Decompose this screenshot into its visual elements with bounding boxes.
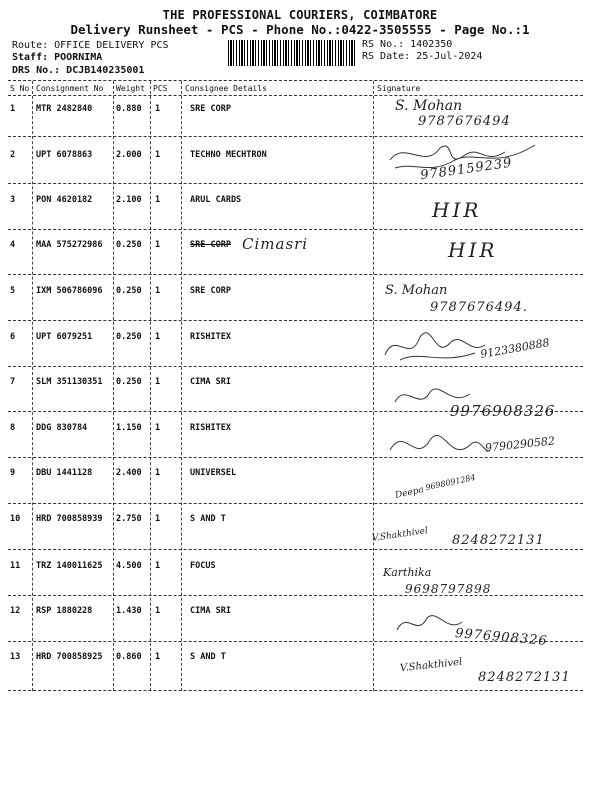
cell-weight: 0.250 bbox=[116, 377, 142, 387]
signature-phone: 9790290582 bbox=[484, 434, 556, 455]
col-divider bbox=[373, 81, 374, 691]
cell-sno: 13 bbox=[10, 652, 21, 662]
cell-consignment: DBU 1441128 bbox=[36, 468, 93, 478]
cell-consignee: RISHITEX bbox=[190, 332, 231, 342]
header-bottom-rule bbox=[8, 95, 583, 96]
signature-name: S. Mohan bbox=[385, 283, 448, 298]
signature-phone: 8248272131 bbox=[478, 670, 571, 685]
cell-consignment: HRD 700858925 bbox=[36, 652, 103, 662]
cell-consignment: PON 4620182 bbox=[36, 195, 93, 205]
barcode bbox=[228, 40, 356, 66]
cell-sno: 12 bbox=[10, 606, 21, 616]
cell-consignee: RISHITEX bbox=[190, 423, 231, 433]
row-divider bbox=[8, 595, 583, 596]
cell-consignee: S AND T bbox=[190, 514, 226, 524]
cell-pcs: 1 bbox=[155, 606, 161, 616]
cell-consignee: SRE CORP bbox=[190, 104, 231, 114]
cell-weight: 2.750 bbox=[116, 514, 142, 524]
signature-name: Deepa bbox=[394, 485, 425, 501]
cell-weight: 0.860 bbox=[116, 652, 142, 662]
cell-sno: 1 bbox=[10, 104, 16, 114]
cell-consignment: MTR 2482840 bbox=[36, 104, 93, 114]
cell-consignment: UPT 6079251 bbox=[36, 332, 93, 342]
signature-phone: 9698091284 bbox=[424, 472, 477, 493]
cell-pcs: 1 bbox=[155, 240, 161, 250]
signature-name: Karthika bbox=[383, 566, 432, 579]
signature-phone: 9787676494. bbox=[430, 300, 528, 315]
signature-scribble bbox=[385, 425, 495, 470]
signature-phone: 9698797898 bbox=[405, 582, 492, 596]
cell-sno: 5 bbox=[10, 286, 16, 296]
signature-phone: 9976908326 bbox=[454, 625, 549, 650]
cell-sno: 11 bbox=[10, 561, 21, 571]
cell-sno: 7 bbox=[10, 377, 16, 387]
cell-consignment: TRZ 140011625 bbox=[36, 561, 103, 571]
cell-consignee: SRE CORP bbox=[190, 240, 231, 250]
cell-weight: 0.250 bbox=[116, 286, 142, 296]
cell-consignment: RSP 1880228 bbox=[36, 606, 93, 616]
cell-pcs: 1 bbox=[155, 423, 161, 433]
col-divider bbox=[181, 81, 182, 691]
cell-consignee: UNIVERSEL bbox=[190, 468, 237, 478]
cell-pcs: 1 bbox=[155, 652, 161, 662]
col-header-consignee: Consignee Details bbox=[185, 84, 267, 93]
col-divider bbox=[113, 81, 114, 691]
row-divider bbox=[8, 503, 583, 504]
row-divider bbox=[8, 229, 583, 230]
signature-name: S. Mohan bbox=[395, 98, 463, 114]
cell-weight: 0.880 bbox=[116, 104, 142, 114]
cell-consignee: SRE CORP bbox=[190, 286, 231, 296]
row-divider bbox=[8, 549, 583, 550]
route-label: Route: OFFICE DELIVERY PCS bbox=[12, 40, 169, 51]
cell-sno: 3 bbox=[10, 195, 16, 205]
signature-phone: 9123380888 bbox=[479, 336, 551, 361]
cell-pcs: 1 bbox=[155, 286, 161, 296]
col-header-weight: Weight bbox=[116, 84, 145, 93]
cell-pcs: 1 bbox=[155, 514, 161, 524]
cell-consignment: IXM 506786096 bbox=[36, 286, 103, 296]
signature-phone: 9787676494 bbox=[418, 114, 511, 129]
cell-consignment: HRD 700858939 bbox=[36, 514, 103, 524]
col-header-pcs: PCS bbox=[153, 84, 168, 93]
cell-sno: 2 bbox=[10, 150, 16, 160]
cell-consignment: DDG 830784 bbox=[36, 423, 88, 433]
row-divider bbox=[8, 457, 583, 458]
staff-label: Staff: POORNIMA bbox=[12, 52, 103, 63]
cell-sno: 9 bbox=[10, 468, 16, 478]
company-title: THE PROFESSIONAL COURIERS, COIMBATORE bbox=[162, 8, 438, 22]
handwritten-note: Cimasri bbox=[242, 235, 309, 253]
signature-initials: HIR bbox=[448, 238, 498, 262]
cell-weight: 0.250 bbox=[116, 332, 142, 342]
cell-consignment: UPT 6078863 bbox=[36, 150, 93, 160]
cell-sno: 4 bbox=[10, 240, 16, 250]
cell-sno: 6 bbox=[10, 332, 16, 342]
col-divider bbox=[150, 81, 151, 691]
cell-pcs: 1 bbox=[155, 195, 161, 205]
row-divider bbox=[8, 320, 583, 321]
runsheet-subtitle: Delivery Runsheet - PCS - Phone No.:0422-3505555 - Page No.:1 bbox=[70, 22, 530, 37]
cell-consignee: FOCUS bbox=[190, 561, 216, 571]
table-bottom-rule bbox=[8, 690, 583, 691]
signature-phone: 8248272131 bbox=[452, 533, 545, 548]
signature-name: V.Shakthivel bbox=[371, 526, 429, 544]
col-divider bbox=[32, 81, 33, 691]
col-header-consignment: Consignment No bbox=[36, 84, 104, 93]
row-divider bbox=[8, 274, 583, 275]
cell-weight: 4.500 bbox=[116, 561, 142, 571]
cell-consignee: TECHNO MECHTRON bbox=[190, 150, 267, 160]
cell-sno: 8 bbox=[10, 423, 16, 433]
cell-pcs: 1 bbox=[155, 104, 161, 114]
cell-weight: 2.400 bbox=[116, 468, 142, 478]
rs-number: RS No.: 1402350 bbox=[362, 39, 453, 50]
col-header-sno: S No bbox=[10, 84, 30, 93]
cell-pcs: 1 bbox=[155, 561, 161, 571]
cell-pcs: 1 bbox=[155, 468, 161, 478]
cell-consignee: CIMA SRI bbox=[190, 377, 231, 387]
cell-consignee: S AND T bbox=[190, 652, 226, 662]
drs-number: DRS No.: DCJB140235001 bbox=[12, 65, 145, 76]
cell-consignee: CIMA SRI bbox=[190, 606, 231, 616]
cell-pcs: 1 bbox=[155, 332, 161, 342]
cell-pcs: 1 bbox=[155, 150, 161, 160]
rs-date: RS Date: 25-Jul-2024 bbox=[362, 51, 483, 62]
signature-phone: 9976908326 bbox=[450, 402, 556, 420]
signature-phone: 9789159239 bbox=[419, 155, 514, 184]
cell-weight: 1.430 bbox=[116, 606, 142, 616]
cell-pcs: 1 bbox=[155, 377, 161, 387]
cell-weight: 2.100 bbox=[116, 195, 142, 205]
cell-weight: 1.150 bbox=[116, 423, 142, 433]
table-top-rule bbox=[8, 80, 583, 81]
cell-consignment: SLM 351130351 bbox=[36, 377, 103, 387]
cell-weight: 2.000 bbox=[116, 150, 142, 160]
col-header-signature: Signature bbox=[377, 84, 421, 93]
cell-sno: 10 bbox=[10, 514, 21, 524]
row-divider bbox=[8, 136, 583, 137]
signature-initials: HIR bbox=[432, 198, 482, 222]
signature-name: V.Shakthivel bbox=[399, 656, 463, 675]
cell-consignment: MAA 575272986 bbox=[36, 240, 103, 250]
cell-weight: 0.250 bbox=[116, 240, 142, 250]
cell-consignee: ARUL CARDS bbox=[190, 195, 242, 205]
